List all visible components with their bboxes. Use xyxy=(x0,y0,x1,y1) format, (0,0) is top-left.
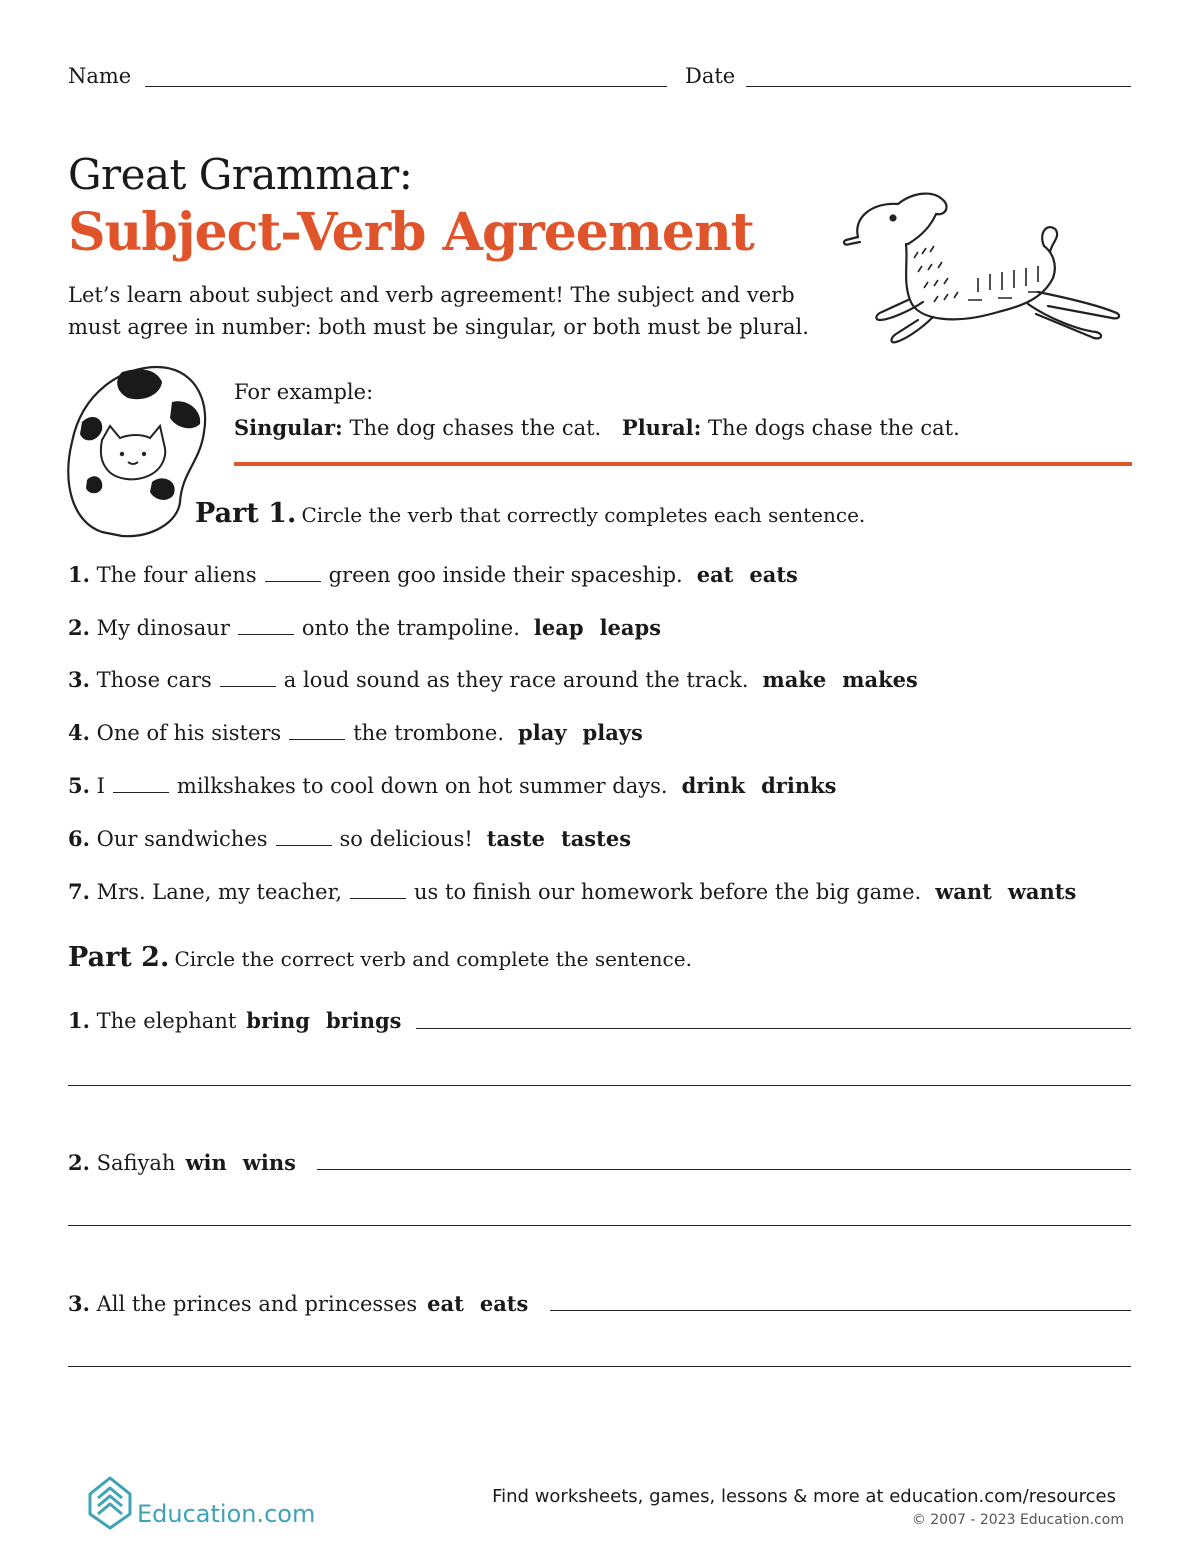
cat-illustration xyxy=(62,362,212,538)
part2-heading: Part 2. xyxy=(68,942,170,973)
verb-option[interactable]: makes xyxy=(842,667,918,692)
plural-text: The dogs chase the cat. xyxy=(708,416,960,440)
page-subtitle: Subject-Verb Agreement xyxy=(68,202,754,263)
part2-question: 1. The elephant bring brings xyxy=(68,1008,402,1033)
part1-question: 7. Mrs. Lane, my teacher, us to finish our homework before the big game. want wants xyxy=(68,879,1077,904)
answer-line[interactable] xyxy=(68,1225,1131,1226)
example-heading: For example: xyxy=(234,380,374,404)
part1-question: 1. The four aliens green goo inside their spaceship. eat eats xyxy=(68,562,798,587)
answer-line[interactable] xyxy=(416,1028,1131,1029)
verb-option[interactable]: win xyxy=(185,1150,227,1175)
answer-blank[interactable] xyxy=(265,567,321,582)
singular-text: The dog chases the cat. xyxy=(349,416,602,440)
verb-option[interactable]: eats xyxy=(479,1291,529,1316)
part1-heading: Part 1. xyxy=(195,498,297,529)
verb-option[interactable]: wants xyxy=(1007,879,1077,904)
answer-line[interactable] xyxy=(68,1085,1131,1086)
part2-header xyxy=(68,942,692,973)
verb-option[interactable]: tastes xyxy=(561,826,632,851)
verb-option[interactable]: bring xyxy=(246,1008,310,1033)
part1-instruction: Circle the verb that correctly completes each sentence. xyxy=(301,503,866,527)
part2-question: 2. Safiyah win wins xyxy=(68,1150,296,1175)
part1-question: 2. My dinosaur onto the trampoline. leap leaps xyxy=(68,615,662,640)
answer-blank[interactable] xyxy=(276,831,332,846)
answer-line[interactable] xyxy=(68,1366,1131,1367)
copyright-text: © 2007 - 2023 Education.com xyxy=(911,1512,1124,1528)
part1-question: 4. One of his sisters the trombone. play plays xyxy=(68,720,643,745)
page-title: Great Grammar: xyxy=(68,150,413,199)
verb-option[interactable]: leaps xyxy=(599,615,662,640)
plural-label: Plural: xyxy=(621,415,702,440)
verb-option[interactable]: eats xyxy=(749,562,798,587)
verb-option[interactable]: brings xyxy=(325,1008,402,1033)
part2-instruction: Circle the correct verb and complete the sentence. xyxy=(174,947,692,971)
singular-label: Singular: xyxy=(234,415,343,440)
answer-blank[interactable] xyxy=(220,672,276,687)
part1-question: 6. Our sandwiches so delicious! taste tastes xyxy=(68,826,632,851)
answer-blank[interactable] xyxy=(238,620,294,635)
part1-question: 3. Those cars a loud sound as they race around the track. make makes xyxy=(68,667,918,692)
date-field[interactable] xyxy=(746,86,1131,87)
date-label: Date xyxy=(685,64,736,88)
dog-illustration xyxy=(838,182,1138,354)
name-label: Name xyxy=(68,64,132,88)
verb-option[interactable]: plays xyxy=(582,720,643,745)
verb-option[interactable]: play xyxy=(518,720,567,745)
answer-blank[interactable] xyxy=(350,884,406,899)
education-logo-icon xyxy=(84,1474,134,1530)
part1-question: 5. I milkshakes to cool down on hot summer days. drink drinks xyxy=(68,773,837,798)
part2-question: 3. All the princes and princesses eat eats xyxy=(68,1291,529,1316)
section-divider xyxy=(234,462,1132,466)
verb-option[interactable]: want xyxy=(935,879,992,904)
verb-option[interactable]: drink xyxy=(681,773,746,798)
verb-option[interactable]: make xyxy=(762,667,827,692)
name-field[interactable] xyxy=(145,86,667,87)
brand-name[interactable]: Education.com xyxy=(137,1500,316,1528)
verb-option[interactable]: drinks xyxy=(761,773,837,798)
answer-line[interactable] xyxy=(317,1169,1131,1170)
verb-option[interactable]: wins xyxy=(242,1150,296,1175)
verb-option[interactable]: eat xyxy=(427,1291,464,1316)
verb-option[interactable]: leap xyxy=(533,615,584,640)
intro-text: Let’s learn about subject and verb agreement! The subject and verb must agree in number: both must be singular, or both must be plural. xyxy=(68,283,809,339)
example-line xyxy=(234,415,960,440)
answer-blank[interactable] xyxy=(289,725,345,740)
verb-option[interactable]: taste xyxy=(486,826,545,851)
answer-line[interactable] xyxy=(550,1310,1131,1311)
part1-header xyxy=(195,498,865,529)
answer-blank[interactable] xyxy=(113,778,169,793)
resources-link[interactable]: Find worksheets, games, lessons & more at education.com/resources xyxy=(492,1486,1116,1507)
verb-option[interactable]: eat xyxy=(696,562,734,587)
